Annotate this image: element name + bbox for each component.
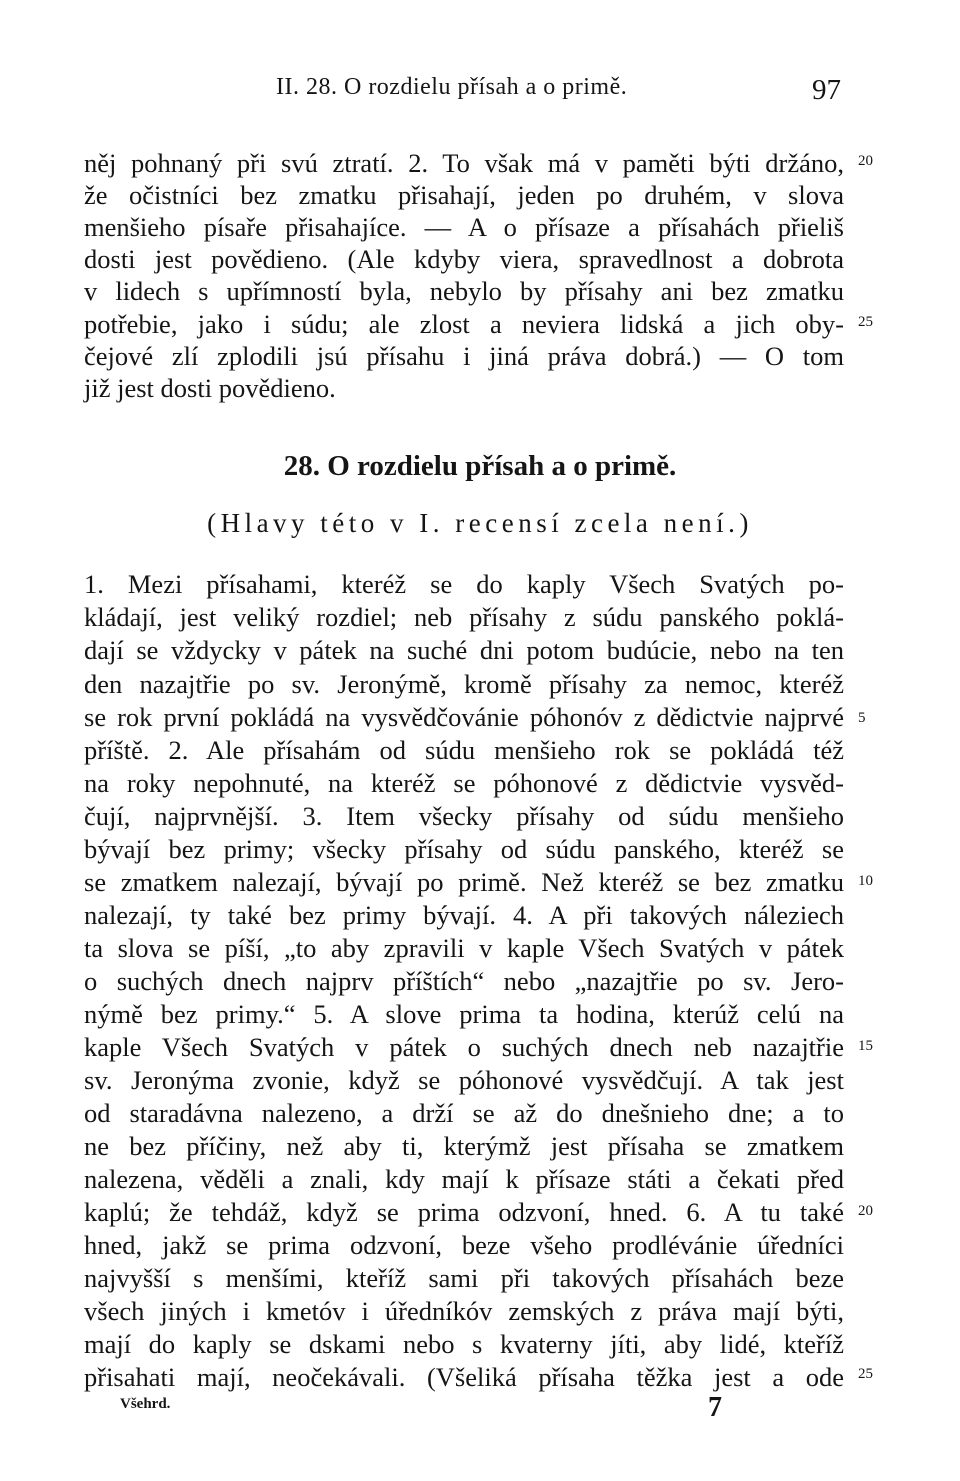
text-line: bývají bez primy; všecky přísahy od súdu panského, kteréž se (84, 834, 844, 864)
text-line: menšieho písaře přisahajíce. — A o přísaze a přísahách přieliš (84, 212, 844, 242)
text-line: se rok první pokládá na vysvědčovánie póhonóv z dědictvie najprvé (84, 702, 844, 732)
margin-line-number: 25 (858, 314, 873, 330)
running-head: II. 28. O rozdielu přísah a o primě. (276, 74, 628, 100)
text-line: příště. 2. Ale přísahám od súdu menšieho rok se pokládá též (84, 735, 844, 765)
text-line: potřebie, jako i súdu; ale zlost a neviera lidská a jich oby- (84, 309, 844, 339)
text-line: sv. Jeronýma zvonie, když se póhonové vysvědčují. A tak jest (84, 1065, 844, 1095)
margin-line-number: 20 (858, 153, 873, 169)
text-line: mají do kaply se dskami nebo s kvaterny jíti, aby lidé, kteříž (84, 1329, 844, 1359)
text-line: se zmatkem nalezají, bývají po primě. Než kteréž se bez zmatku (84, 867, 844, 897)
signature-mark: Všehrd. (120, 1396, 171, 1412)
text-line: přisahati mají, neočekávali. (Všeliká přísaha těžka jest a ode (84, 1362, 844, 1392)
text-line: nalezají, ty také bez primy bývají. 4. A při takových náleziech (84, 900, 844, 930)
margin-line-number: 15 (858, 1038, 873, 1054)
text-line: den nazajtřie po sv. Jeronýmě, kromě přísahy za nemoc, kteréž (84, 669, 844, 699)
text-line: kaple Všech Svatých v pátek o suchých dnech neb nazajtřie (84, 1032, 844, 1062)
page-header (0, 74, 960, 114)
text-line: v lidech s upřímností byla, nebylo by přísahy ani bez zmatku (84, 276, 844, 306)
sheet-number: 7 (708, 1392, 722, 1423)
text-line: nýmě bez primy.“ 5. A slove prima ta hodina, kterúž celú na (84, 999, 844, 1029)
text-line: kaplú; že tehdáž, když se prima odzvoní, hned. 6. A tu také (84, 1197, 844, 1227)
text-line: dosti jest povědieno. (Ale kdyby viera, spravedlnost a dobrota (84, 244, 844, 274)
text-line: čují, najprvnější. 3. Item všecky přísahy od súdu menšieho (84, 801, 844, 831)
text-line: o suchých dnech najprv příštích“ nebo „nazajtřie po sv. Jero- (84, 966, 844, 996)
text-line: ta slova se píší, „to aby zpravili v kaple Všech Svatých v pátek (84, 933, 844, 963)
text-line: najvyšší s menšími, kteříž sami při takových přísahách beze (84, 1263, 844, 1293)
margin-line-number: 10 (858, 873, 873, 889)
text-line: čejové zlí zplodili jsú přísahu i jiná práva dobrá.) — O tom (84, 341, 844, 371)
margin-line-number: 20 (858, 1203, 873, 1219)
text-line: že očistníci bez zmatku přisahají, jeden po druhém, v slova (84, 180, 844, 210)
chapter-title: 28. O rozdielu přísah a o primě. (283, 450, 677, 482)
margin-line-number: 5 (858, 710, 866, 726)
text-line: nalezena, věděli a znali, kdy mají k přísaze státi a čekati před (84, 1164, 844, 1194)
text-line: hned, jakž se prima odzvoní, beze všeho prodlévánie úředníci (84, 1230, 844, 1260)
text-line: od staradávna nalezeno, a drží se až do dnešnieho dne; a to (84, 1098, 844, 1128)
text-line: něj pohnaný při svú ztratí. 2. To však má v paměti býti držáno, (84, 148, 844, 178)
text-line: kládají, jest veliký rozdiel; neb přísahy z súdu panského poklá- (84, 602, 844, 632)
text-line: na roky nepohnuté, na kteréž se póhonové z dědictvie vysvěd- (84, 768, 844, 798)
text-line: dají se vždycky v pátek na suché dni potom budúcie, nebo na ten (84, 635, 844, 665)
chapter-note: (Hlavy této v I. recensí zcela není.) (207, 508, 753, 538)
page-footer (0, 1392, 960, 1432)
text-line: všech jiných i kmetóv i úředníkóv zemských z práva mají býti, (84, 1296, 844, 1326)
text-line: 1. Mezi přísahami, kteréž se do kaply Všech Svatých po- (84, 569, 844, 599)
text-line: již jest dosti povědieno. (84, 373, 336, 403)
margin-line-number: 25 (858, 1366, 873, 1382)
text-line: ne bez příčiny, než aby ti, kterýmž jest přísaha se zmatkem (84, 1131, 844, 1161)
page-number: 97 (812, 74, 841, 106)
